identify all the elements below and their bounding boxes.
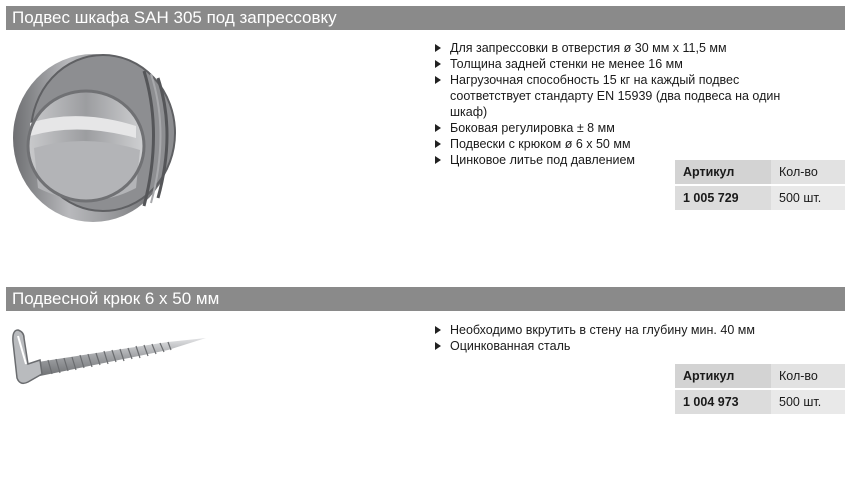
product-1-title-bar (6, 6, 845, 30)
feature-item: Толщина задней стенки не менее 16 мм (434, 56, 820, 72)
feature-item: Цинковое литье под давлением (434, 152, 820, 168)
quantity: 500 шт. (771, 390, 845, 414)
product-1-title: Подвес шкафа SAH 305 под запрессовку (12, 8, 337, 27)
feature-item: Боковая регулировка ± 8 мм (434, 120, 820, 136)
feature-item: Необходимо вкрутить в стену на глубину мин. 40 мм (434, 322, 755, 338)
quantity: 500 шт. (771, 186, 845, 210)
product-1-spec-table (675, 160, 845, 210)
col-qty-header: Кол-во (771, 160, 845, 184)
product-1-features (434, 40, 820, 168)
feature-item: Оцинкованная сталь (434, 338, 755, 354)
product-2-title: Подвесной крюк 6 x 50 мм (12, 289, 220, 308)
feature-item: Нагрузочная способность 15 кг на каждый подвес соответствует стандарту EN 15939 (два подвеса на один шкаф) (434, 72, 820, 120)
col-qty-header: Кол-во (771, 364, 845, 388)
article-number: 1 005 729 (675, 186, 771, 210)
feature-item: Подвески с крюком ø 6 x 50 мм (434, 136, 820, 152)
article-number: 1 004 973 (675, 390, 771, 414)
product-2-spec-table (675, 364, 845, 414)
cabinet-hanger-image (8, 38, 183, 223)
feature-item: Для запрессовки в отверстия ø 30 мм x 11,5 мм (434, 40, 820, 56)
product-2-features (434, 322, 755, 354)
product-2-title-bar (6, 287, 845, 311)
hanger-hook-image (8, 320, 208, 390)
col-article-header: Артикул (675, 160, 771, 184)
col-article-header: Артикул (675, 364, 771, 388)
